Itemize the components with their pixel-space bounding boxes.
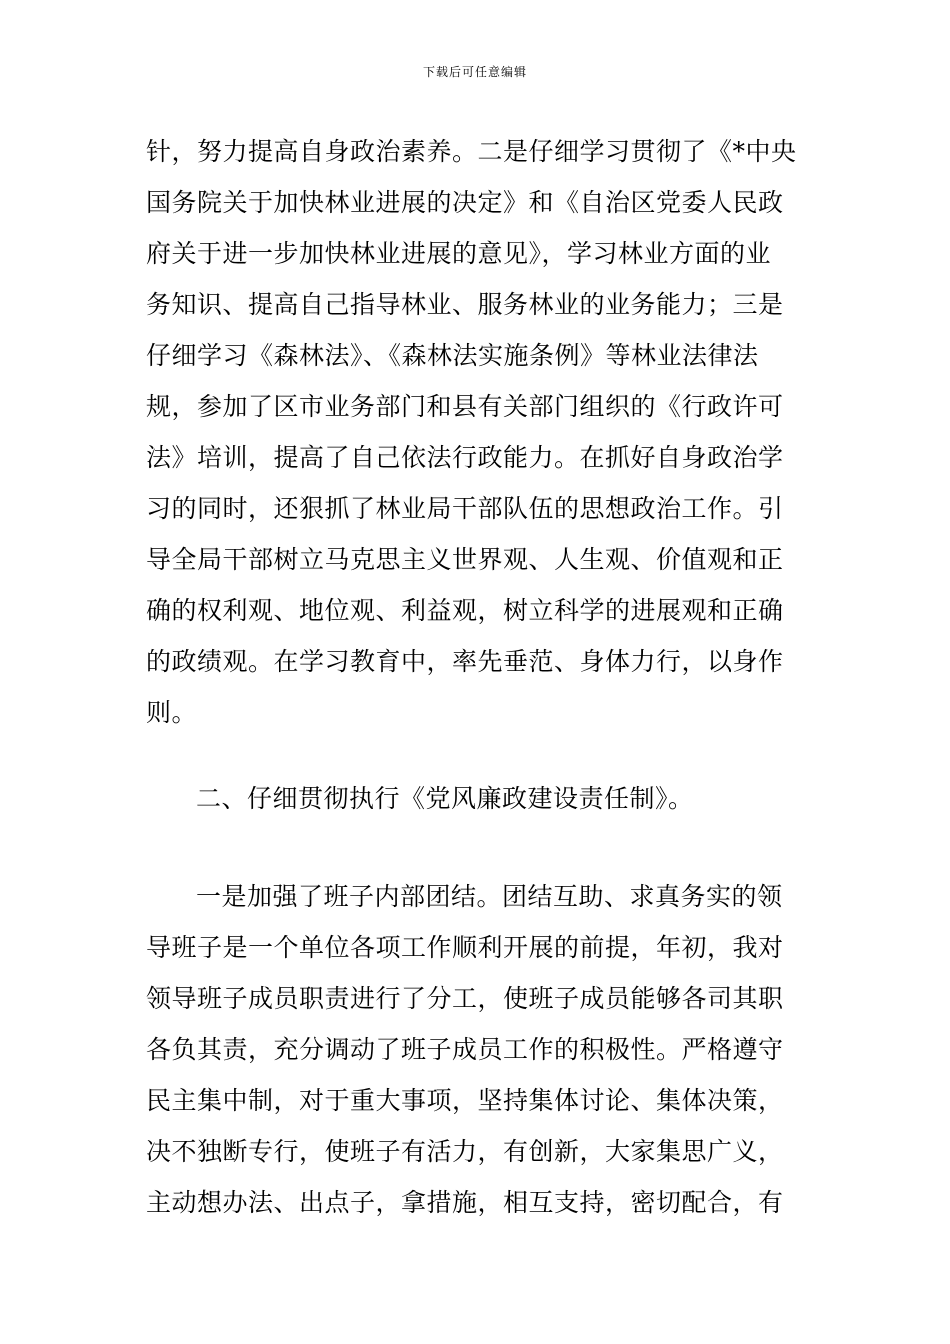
text-line: 仔细学习《森林法》、《森林法实施条例》等林业法律法 — [146, 341, 759, 370]
text-line: 的政绩观。在学习教育中，率先垂范、身体力行，以身作 — [146, 647, 784, 676]
text-line: 习的同时，还狠抓了林业局干部队伍的思想政治工作。引 — [146, 494, 784, 523]
paragraph-1 — [146, 126, 808, 738]
section-heading — [146, 773, 808, 824]
text-line: 领导班子成员职责进行了分工，使班子成员能够各司其职 — [146, 984, 784, 1013]
text-line: 规，参加了区市业务部门和县有关部门组织的《行政许可 — [146, 392, 784, 421]
section-heading-text: 二、仔细贯彻执行《党风廉政建设责任制》。 — [196, 784, 694, 813]
text-line: 针，努力提高自身政治素养。二是仔细学习贯彻了《*中央 — [146, 137, 797, 166]
paragraph-2 — [146, 871, 808, 1228]
text-line: 国务院关于加快林业进展的决定》和《自治区党委人民政 — [146, 188, 784, 217]
page-header: 下载后可任意编辑 — [422, 65, 527, 79]
text-line: 决不独断专行，使班子有活力，有创新，大家集思广义， — [146, 1137, 784, 1166]
text-line: 导全局干部树立马克思主义世界观、人生观、价值观和正 — [146, 545, 784, 574]
text-line: 则。 — [146, 698, 198, 727]
text-line: 主动想办法、出点子，拿措施，相互支持，密切配合，有 — [146, 1188, 784, 1217]
text-line: 导班子是一个单位各项工作顺利开展的前提，年初，我对 — [146, 933, 784, 962]
text-line: 确的权利观、地位观、利益观，树立科学的进展观和正确 — [146, 596, 784, 625]
text-line: 府关于进一步加快林业进展的意见》，学习林业方面的业 — [146, 239, 772, 268]
text-line: 务知识、提高自己指导林业、服务林业的业务能力；三是 — [146, 290, 784, 319]
text-line: 一是加强了班子内部团结。团结互助、求真务实的领 — [196, 882, 783, 911]
text-line: 各负其责，充分调动了班子成员工作的积极性。严格遵守 — [146, 1035, 784, 1064]
text-line: 民主集中制，对于重大事项，坚持集体讨论、集体决策， — [146, 1086, 784, 1115]
text-line: 法》培训，提高了自己依法行政能力。在抓好自身政治学 — [146, 443, 784, 472]
